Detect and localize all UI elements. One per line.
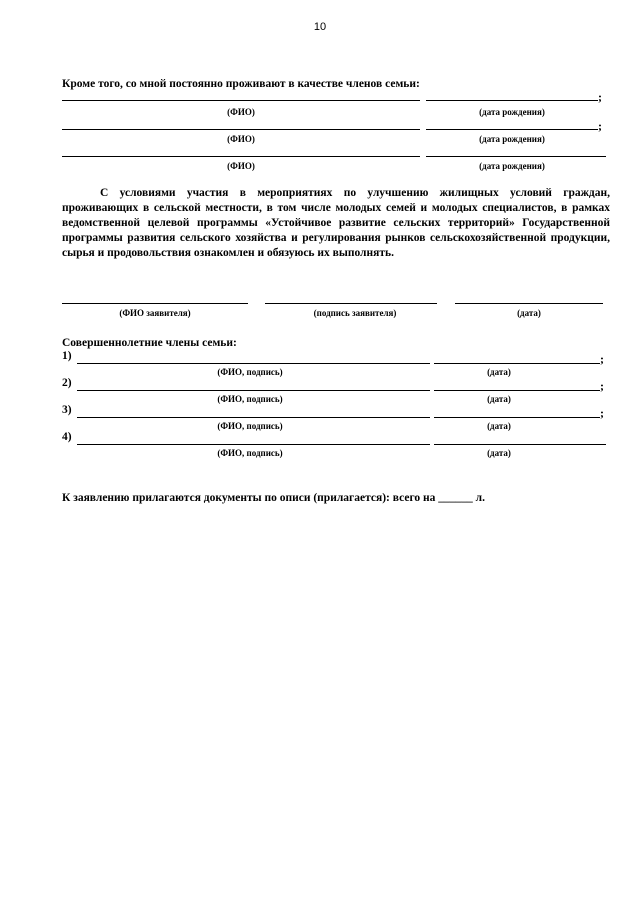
adult-row-num-3: 3) bbox=[62, 404, 72, 416]
family-name-caption-2: (ФИО) bbox=[227, 134, 255, 144]
family-name-line-3[interactable] bbox=[62, 156, 420, 157]
adult-date-line-1[interactable] bbox=[434, 363, 600, 364]
family-row-end-1: ; bbox=[598, 90, 602, 104]
adult-date-caption-1: (дата) bbox=[487, 367, 511, 377]
adult-row-end-1: ; bbox=[600, 352, 604, 366]
adult-name-caption-3: (ФИО, подпись) bbox=[217, 421, 283, 431]
family-intro: Кроме того, со мной постоянно проживают в качестве членов семьи: bbox=[62, 78, 420, 90]
adult-name-line-3[interactable] bbox=[77, 417, 430, 418]
adult-date-line-2[interactable] bbox=[434, 390, 600, 391]
adult-name-caption-4: (ФИО, подпись) bbox=[217, 448, 283, 458]
adult-date-caption-3: (дата) bbox=[487, 421, 511, 431]
page-number: 10 bbox=[313, 21, 327, 33]
applicant-name-caption: (ФИО заявителя) bbox=[119, 308, 191, 318]
family-date-line-1[interactable] bbox=[426, 100, 598, 101]
family-date-line-3[interactable] bbox=[426, 156, 606, 157]
adult-row-num-1: 1) bbox=[62, 350, 72, 362]
adult-name-line-1[interactable] bbox=[77, 363, 430, 364]
family-name-line-2[interactable] bbox=[62, 129, 420, 130]
family-date-line-2[interactable] bbox=[426, 129, 598, 130]
adult-row-num-2: 2) bbox=[62, 377, 72, 389]
family-name-caption-1: (ФИО) bbox=[227, 107, 255, 117]
adult-date-line-3[interactable] bbox=[434, 417, 600, 418]
attachments-line bbox=[62, 492, 485, 504]
family-name-line-1[interactable] bbox=[62, 100, 420, 101]
adult-date-line-4[interactable] bbox=[434, 444, 606, 445]
applicant-date-line[interactable] bbox=[455, 303, 603, 304]
adult-row-end-2: ; bbox=[600, 379, 604, 393]
applicant-date-caption: (дата) bbox=[517, 308, 541, 318]
consent-paragraph: С условиями участия в мероприятиях по улучшению жилищных условий граждан, проживающих в сельской местности, в том числе молодых семей и молодых специалистов, в рамках ведомственной целевой программы «Устойчивое развитие сельских территорий» Государственной программы развития сельского хозяйства и регулирования рынков сельскохозяйственной продукции, сырья и продовольствия ознакомлен и обязуюсь их выполнять. bbox=[62, 187, 610, 259]
adults-heading: Совершеннолетние члены семьи: bbox=[62, 337, 237, 349]
adult-name-caption-1: (ФИО, подпись) bbox=[217, 367, 283, 377]
adult-row-num-4: 4) bbox=[62, 431, 72, 443]
adult-date-caption-2: (дата) bbox=[487, 394, 511, 404]
adult-name-line-2[interactable] bbox=[77, 390, 430, 391]
adult-name-caption-2: (ФИО, подпись) bbox=[217, 394, 283, 404]
attachments-prefix: К заявлению прилагаются документы по описи (прилагается): всего на bbox=[62, 492, 436, 504]
family-name-caption-3: (ФИО) bbox=[227, 161, 255, 171]
adult-row-end-3: ; bbox=[600, 406, 604, 420]
adult-date-caption-4: (дата) bbox=[487, 448, 511, 458]
family-row-end-2: ; bbox=[598, 119, 602, 133]
attachments-suffix: л. bbox=[475, 492, 485, 504]
applicant-sign-line[interactable] bbox=[265, 303, 437, 304]
family-date-caption-2: (дата рождения) bbox=[479, 134, 545, 144]
applicant-sign-caption: (подпись заявителя) bbox=[313, 308, 397, 318]
applicant-name-line[interactable] bbox=[62, 303, 248, 304]
family-date-caption-1: (дата рождения) bbox=[479, 107, 545, 117]
family-date-caption-3: (дата рождения) bbox=[479, 161, 545, 171]
adult-name-line-4[interactable] bbox=[77, 444, 430, 445]
attachments-count-blank[interactable]: ______ bbox=[438, 492, 473, 504]
